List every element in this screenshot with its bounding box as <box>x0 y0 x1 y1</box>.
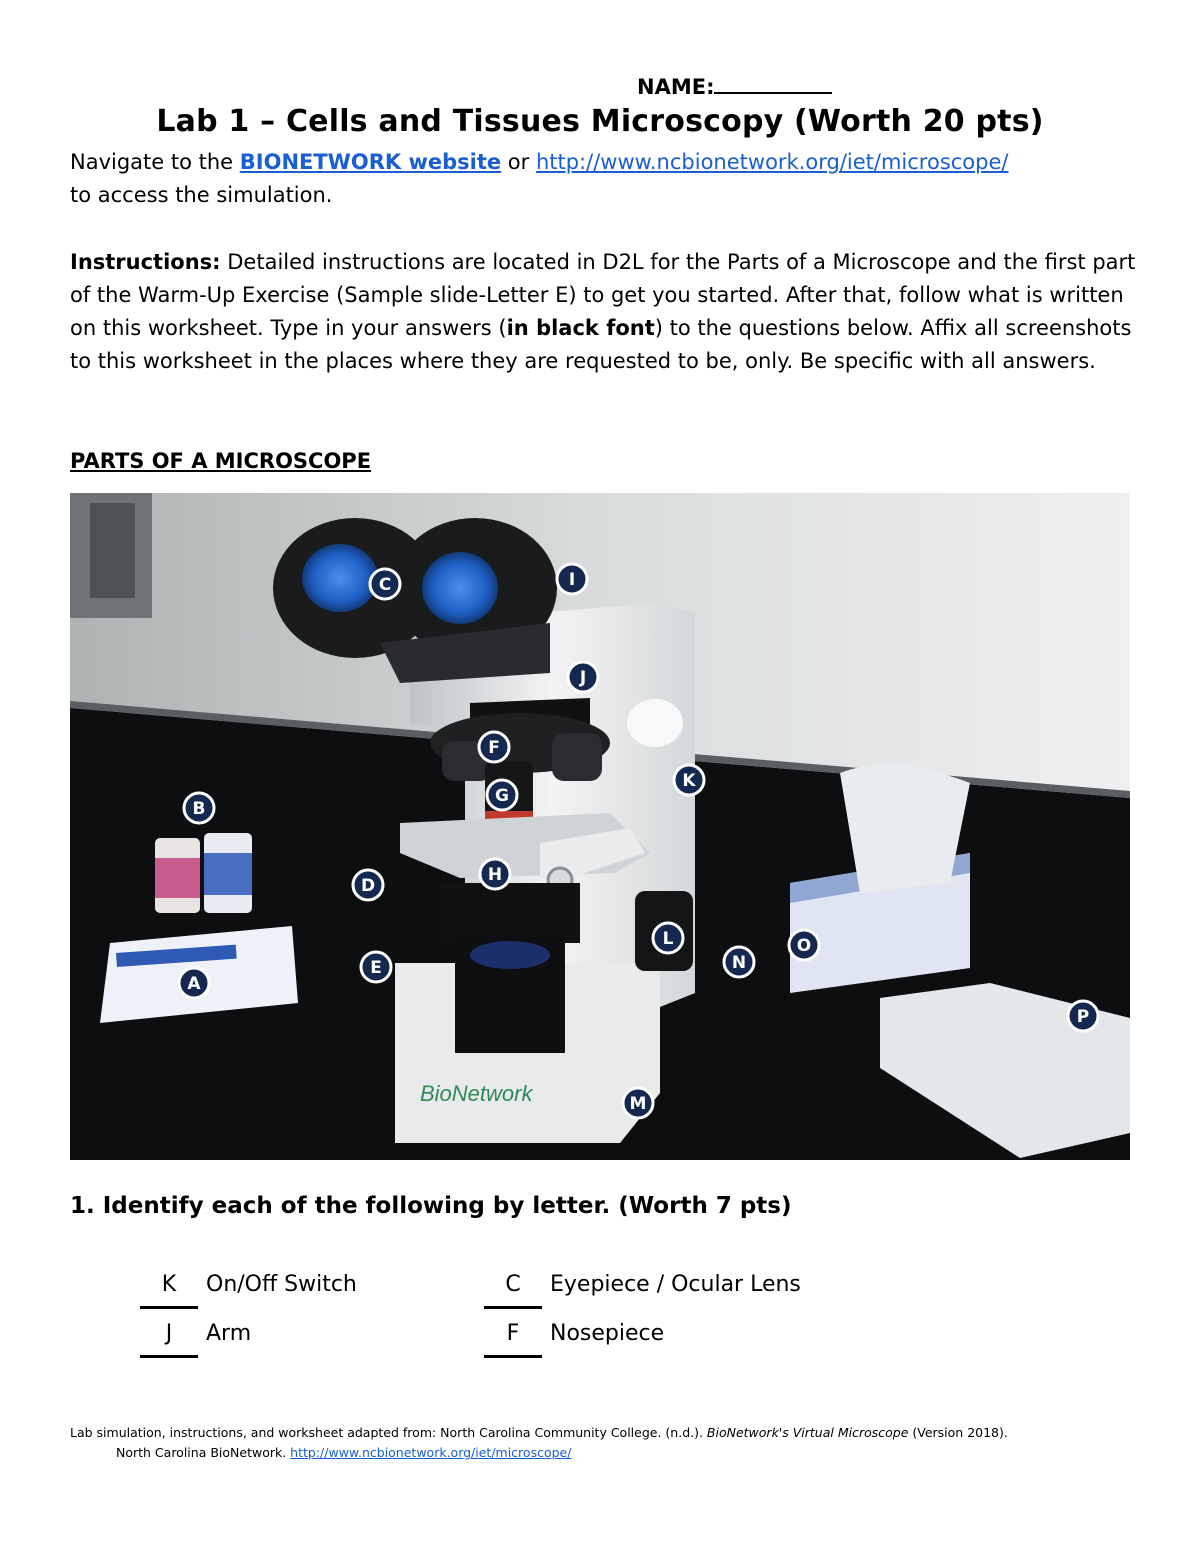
citation-title: BioNetwork's Virtual Microscope <box>706 1425 909 1440</box>
svg-text:K: K <box>682 771 696 791</box>
callout-f <box>479 732 509 762</box>
instructions-label: Instructions: <box>70 250 221 274</box>
answer-label: Eyepiece / Ocular Lens <box>550 1272 801 1297</box>
svg-text:P: P <box>1076 1007 1090 1027</box>
instructions-paragraph <box>70 246 1140 378</box>
answer-letter[interactable]: C <box>505 1272 521 1297</box>
callout-i <box>557 564 587 594</box>
answer-underline <box>484 1355 542 1358</box>
citation-footer <box>70 1423 1150 1463</box>
microscope-url-link[interactable]: http://www.ncbionetwork.org/iet/microscope/ <box>535 150 1009 174</box>
answer-label: On/Off Switch <box>206 1272 357 1297</box>
answer-letter[interactable]: K <box>161 1272 177 1297</box>
answer-letter[interactable]: F <box>506 1321 520 1346</box>
microscope-photo <box>70 493 1130 1160</box>
citation-url-link[interactable]: http://www.ncbionetwork.org/iet/microscope/ <box>290 1445 572 1460</box>
name-blank[interactable] <box>714 72 832 94</box>
brand-text: BioNetwork <box>420 1081 533 1106</box>
callout-a <box>179 968 209 998</box>
answer-underline <box>140 1355 198 1358</box>
svg-text:M: M <box>629 1094 647 1114</box>
instructions-part1: Detailed instructions are located in D2L for the Parts of a Microscope and the first part of the Warm-Up Exercise (Sample slide-Letter E) to get you started. After that, follow what is written on this worksheet. Type in your answers ( <box>70 250 1136 340</box>
answer-label: Nosepiece <box>550 1321 665 1346</box>
svg-text:O: O <box>796 936 812 956</box>
answer-letter[interactable]: J <box>165 1321 173 1346</box>
nav-suffix: to access the simulation. <box>70 183 333 207</box>
svg-text:J: J <box>579 668 587 688</box>
svg-text:G: G <box>495 786 509 806</box>
callout-o <box>789 930 819 960</box>
callout-m <box>623 1088 653 1118</box>
svg-text:H: H <box>487 865 503 885</box>
callout-j <box>568 662 598 692</box>
citation-prefix: Lab simulation, instructions, and worksheet adapted from: North Carolina Community College. (n.d.). <box>70 1425 707 1440</box>
svg-text:A: A <box>187 974 201 994</box>
svg-text:E: E <box>370 958 382 978</box>
callout-n <box>724 947 754 977</box>
svg-text:B: B <box>192 799 206 819</box>
callout-l <box>653 923 683 953</box>
question-1-heading: 1. Identify each of the following by letter. (Worth 7 pts) <box>70 1193 792 1219</box>
callout-k <box>674 765 704 795</box>
answer-label: Arm <box>206 1321 252 1346</box>
instructions-bold: in black font <box>506 316 655 340</box>
answer-underline <box>140 1306 198 1309</box>
navigation-paragraph <box>70 146 1140 212</box>
callout-h <box>480 859 510 889</box>
nav-or: or <box>501 150 536 174</box>
name-field[interactable] <box>637 72 832 99</box>
citation-publisher: North Carolina BioNetwork. <box>116 1445 291 1460</box>
callout-e <box>361 952 391 982</box>
svg-text:I: I <box>568 570 576 590</box>
svg-text:D: D <box>360 876 376 896</box>
callout-c <box>370 569 400 599</box>
svg-text:L: L <box>662 929 674 949</box>
name-label: NAME: <box>637 75 715 99</box>
callout-g <box>487 780 517 810</box>
page-title: Lab 1 – Cells and Tissues Microscopy (Worth 20 pts) <box>156 104 1044 139</box>
svg-text:C: C <box>378 575 392 595</box>
section-title: PARTS OF A MICROSCOPE <box>70 449 372 473</box>
nav-prefix: Navigate to the <box>70 150 240 174</box>
svg-text:N: N <box>731 953 747 973</box>
callout-d <box>353 870 383 900</box>
citation-version: (Version 2018). <box>908 1425 1008 1440</box>
bionetwork-website-link[interactable]: BIONETWORK website <box>239 150 502 174</box>
answer-underline <box>484 1306 542 1309</box>
callout-b <box>184 793 214 823</box>
callout-p <box>1068 1001 1098 1031</box>
svg-text:F: F <box>488 738 500 758</box>
instructions-part2: ) to the questions below. Affix all screenshots to this worksheet in the places where they are requested to be, only. Be specific with all answers. <box>70 316 1132 373</box>
